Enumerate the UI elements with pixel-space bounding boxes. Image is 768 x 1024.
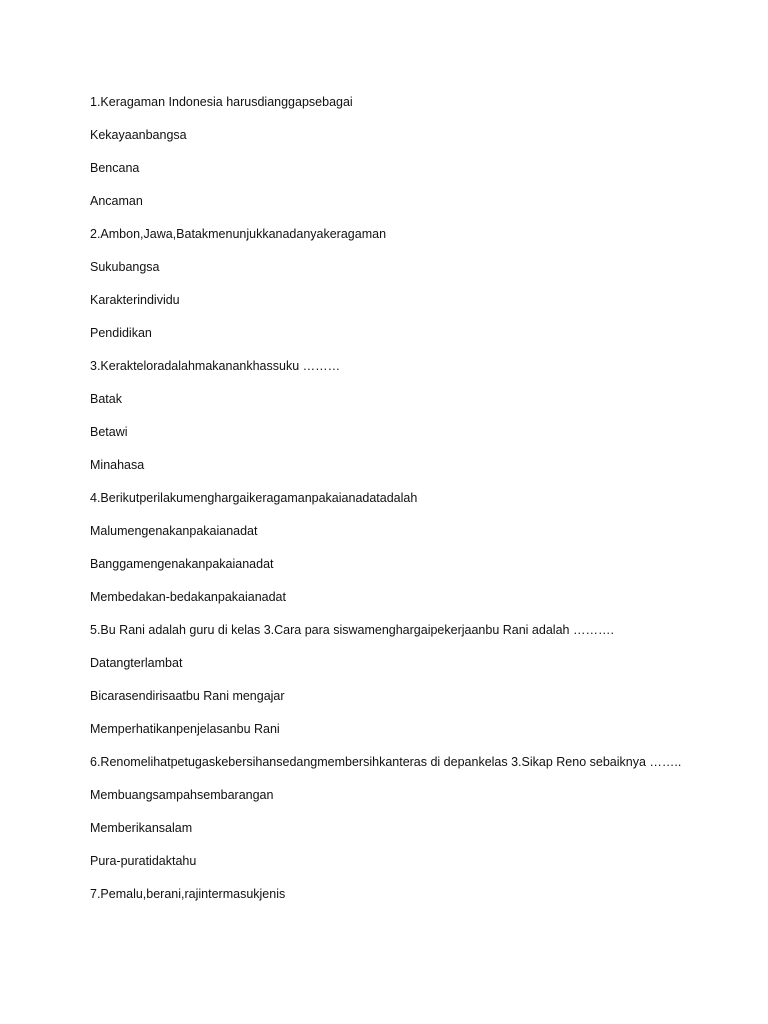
- question-5: 5.Bu Rani adalah guru di kelas 3.Cara para siswamenghargaipekerjaanbu Rani adalah ……….: [90, 623, 614, 637]
- question-2-option: Pendidikan: [90, 326, 152, 340]
- question-2: 2.Ambon,Jawa,Batakmenunjukkanadanyakeragaman: [90, 227, 387, 241]
- question-1-option: Ancaman: [90, 194, 143, 208]
- question-3-option: Minahasa: [90, 458, 145, 472]
- question-5-option: Datangterlambat: [90, 656, 183, 670]
- question-6-option: Memberikansalam: [90, 821, 193, 835]
- question-6-option: Pura-puratidaktahu: [90, 854, 197, 868]
- question-3-option: Batak: [90, 392, 122, 406]
- question-4-option: Malumengenakanpakaianadat: [90, 524, 258, 538]
- question-4: 4.Berikutperilakumenghargaikeragamanpakaianadatadalah: [90, 491, 418, 505]
- question-4-option: Membedakan-bedakanpakaianadat: [90, 590, 286, 604]
- question-5-option: Memperhatikanpenjelasanbu Rani: [90, 722, 280, 736]
- question-1-option: Bencana: [90, 161, 140, 175]
- question-7: 7.Pemalu,berani,rajintermasukjenis: [90, 887, 286, 901]
- question-1-option: Kekayaanbangsa: [90, 128, 187, 142]
- question-2-option: Karakterindividu: [90, 293, 180, 307]
- question-3: 3.Kerakteloradalahmakanankhassuku ………: [90, 359, 341, 373]
- question-6-option: Membuangsampahsembarangan: [90, 788, 274, 802]
- question-6: 6.Renomelihatpetugaskebersihansedangmembersihkanteras di depankelas 3.Sikap Reno sebaiknya ……..: [90, 755, 682, 769]
- question-3-option: Betawi: [90, 425, 128, 439]
- question-2-option: Sukubangsa: [90, 260, 160, 274]
- question-4-option: Banggamengenakanpakaianadat: [90, 557, 274, 571]
- question-1: 1.Keragaman Indonesia harusdianggapsebagai: [90, 95, 353, 109]
- question-5-option: Bicarasendirisaatbu Rani mengajar: [90, 689, 285, 703]
